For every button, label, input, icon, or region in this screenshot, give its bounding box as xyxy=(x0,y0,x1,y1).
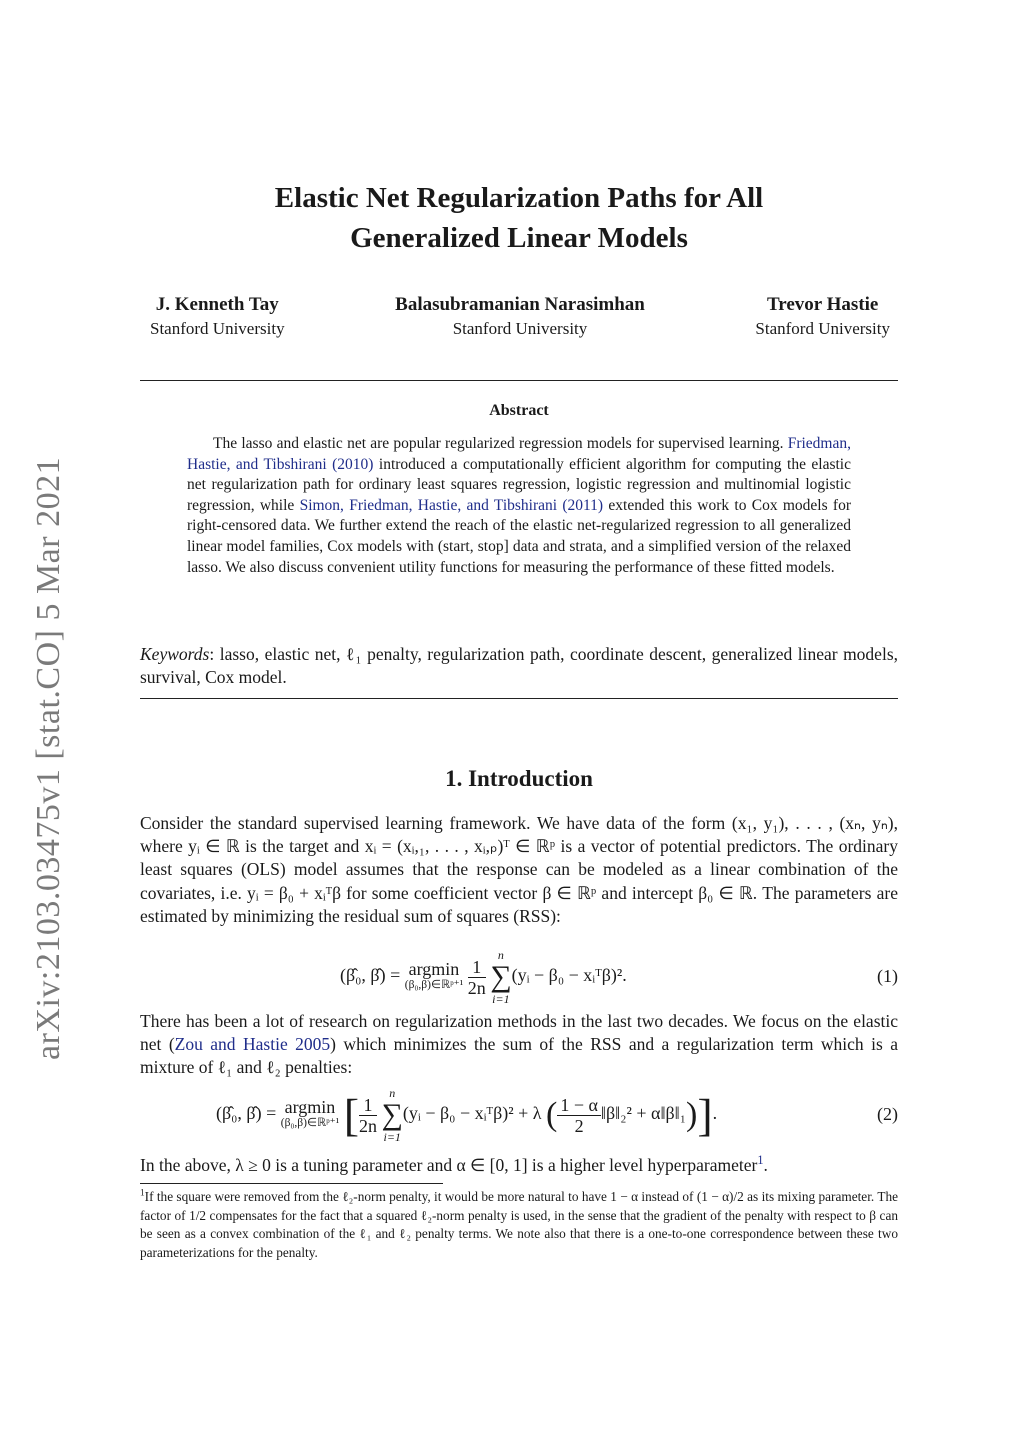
paragraph-text: There has been a lot of research on regularization methods in the last two decades. We focus on the elastic net ( xyxy=(140,1011,898,1055)
left-bracket: [ xyxy=(343,1089,360,1141)
author-list xyxy=(150,292,890,340)
left-paren: ( xyxy=(546,1096,558,1133)
author-name: Balasubramanian Narasimhan xyxy=(395,294,645,315)
footnote xyxy=(140,1188,898,1262)
fraction-numerator: 1 − α xyxy=(557,1095,601,1116)
author xyxy=(395,292,645,340)
citation-link[interactable]: Simon, Friedman, Hastie, and Tibshirani (2011) xyxy=(299,496,604,514)
argmin-subscript: (β₀,β)∈ℝᵖ⁺¹ xyxy=(280,1117,340,1129)
footnote-rule xyxy=(140,1183,443,1184)
keywords-bottom-rule xyxy=(140,698,898,699)
intro-paragraph-3: In the above, λ ≥ 0 is a tuning parameter and α ∈ [0, 1] is a higher level hyperparameter$^1$. xyxy=(140,1153,768,1175)
keywords-label: Keywords xyxy=(140,644,210,664)
eq2-lhs: (β̂₀, β̂) = xyxy=(216,1103,277,1124)
intro-paragraph-2 xyxy=(140,1010,898,1080)
eq1-argmin xyxy=(405,961,463,993)
abstract-text: The lasso and elastic net are popular regularized regression models for supervised learning. xyxy=(213,435,788,452)
author-affiliation: Stanford University xyxy=(150,319,285,338)
abstract-heading: Abstract xyxy=(489,402,549,419)
eq2-end: . xyxy=(712,1103,718,1124)
equation-number: (1) xyxy=(877,966,898,986)
title-line-2: Generalized Linear Models xyxy=(350,222,688,254)
paragraph-text: In the above, λ ≥ 0 is a tuning parameter and α ∈ [0, 1] is a higher level hyperparameter xyxy=(140,1155,758,1175)
equation-1-body xyxy=(340,948,627,1006)
footnote-marker[interactable]: 1 xyxy=(757,1153,764,1168)
author-affiliation: Stanford University xyxy=(452,319,588,338)
keywords xyxy=(140,643,898,689)
abstract-text: extended this work to Cox models for right-censored data. We further extend the reach of the elastic net-regularized regression to all generalized linear model families, Cox models with (start, stop] data and strata, and a simplified version of the relaxed lasso. We also discuss convenient utility functions for measuring the performance of these fitted models. xyxy=(187,496,852,576)
sum-lower: i=1 xyxy=(492,992,510,1006)
eq2-inner-tail: ‖β‖₂² + α‖β‖₁ xyxy=(600,1103,686,1124)
abstract-text: introduced a computationally efficient algorithm for computing the elastic net regularization path for ordinary least squares regression, logistic regression and multinomial logistic regression, while xyxy=(187,455,851,514)
fraction-numerator: 1 xyxy=(468,957,486,978)
citation-link[interactable]: Friedman, Hastie, and Tibshirani (2010) xyxy=(187,435,851,473)
keywords-text: : lasso, elastic net, ℓ₁ penalty, regularization path, coordinate descent, generalized linear models, survival, Cox model. xyxy=(140,644,898,687)
footnote-text: If the square were removed from the ℓ₂-norm penalty, it would be more natural to have 1 − α instead of (1 − α)/2 as its mixing parameter. The factor of 1/2 compensates for the fact that a squared ℓ₂-norm penalty is used, in the sense that the gradient of the penalty with respect to β can be seen as a convex combination of the ℓ₁ and ℓ₂ penalty terms. We note also that there is a one-to-one correspondence between these two parameterizations for the penalty. xyxy=(140,1189,898,1260)
abstract-top-rule xyxy=(140,380,898,381)
footnote-number: 1 xyxy=(140,1188,145,1199)
section-heading: 1. Introduction xyxy=(445,766,593,791)
paper-title xyxy=(140,178,898,258)
sum-lower: i=1 xyxy=(383,1130,401,1144)
equation-1 xyxy=(140,948,898,1008)
right-paren: ) xyxy=(685,1096,698,1133)
fraction-numerator: 1 xyxy=(359,1095,377,1116)
equation-number: (2) xyxy=(877,1104,898,1124)
sum-upper: n xyxy=(497,948,504,962)
author-affiliation: Stanford University xyxy=(755,319,890,338)
sigma-symbol: ∑ xyxy=(490,960,512,993)
arxiv-stamp: arXiv:2103.03475v1 [stat.CO] 5 Mar 2021 xyxy=(30,456,67,1060)
equation-2-body xyxy=(216,1086,717,1144)
citation-link[interactable]: Zou and Hastie 2005 xyxy=(174,1034,331,1055)
eq2-argmin xyxy=(281,1099,339,1131)
eq2-inner-fraction xyxy=(557,1095,601,1136)
eq1-fraction xyxy=(468,957,486,998)
sum-upper: n xyxy=(389,1086,396,1100)
eq2-term: (yᵢ − β₀ − xᵢᵀβ)² + λ xyxy=(402,1103,542,1124)
sigma-symbol: ∑ xyxy=(381,1098,403,1131)
author xyxy=(755,292,890,340)
argmin-label: argmin xyxy=(284,1097,336,1117)
paragraph-text: ) which minimizes the sum of the RSS and a regularization term which is a mixture of ℓ₁ and ℓ₂ penalties: xyxy=(140,1034,898,1078)
argmin-subscript: (β₀,β)∈ℝᵖ⁺¹ xyxy=(404,979,464,991)
right-bracket: ] xyxy=(697,1089,713,1141)
author-name: J. Kenneth Tay xyxy=(155,294,279,315)
abstract-body xyxy=(187,434,851,578)
eq1-summation xyxy=(490,948,511,1006)
fraction-denominator: 2n xyxy=(359,1115,378,1136)
eq2-summation xyxy=(382,1086,403,1144)
author xyxy=(150,292,285,340)
equation-2 xyxy=(140,1086,898,1150)
title-line-1: Elastic Net Regularization Paths for All xyxy=(274,182,764,214)
eq1-term: (yᵢ − β₀ − xᵢᵀβ)². xyxy=(511,965,627,986)
fraction-denominator: 2n xyxy=(467,977,486,998)
intro-paragraph-1: Consider the standard supervised learning framework. We have data of the form (x₁, y₁), . . . , (xₙ, yₙ), where yᵢ ∈ ℝ is the target and xᵢ = (xᵢ,₁, . . . , xᵢ,ₚ)ᵀ ∈ ℝᵖ is a vector of potential predictors. The ordinary least squares (OLS) model assumes that the response can be modeled as a linear combination of the covariates, i.e. yᵢ = β₀ + xᵢᵀβ for some coefficient vector β ∈ ℝᵖ and intercept β₀ ∈ ℝ. The parameters are estimated by minimizing the residual sum of squares (RSS): xyxy=(140,813,898,926)
author-name: Trevor Hastie xyxy=(767,294,879,315)
eq1-lhs: (β̂₀, β̂) = xyxy=(340,965,401,986)
fraction-denominator: 2 xyxy=(574,1115,584,1136)
eq2-fraction xyxy=(359,1095,377,1136)
argmin-label: argmin xyxy=(408,959,460,979)
